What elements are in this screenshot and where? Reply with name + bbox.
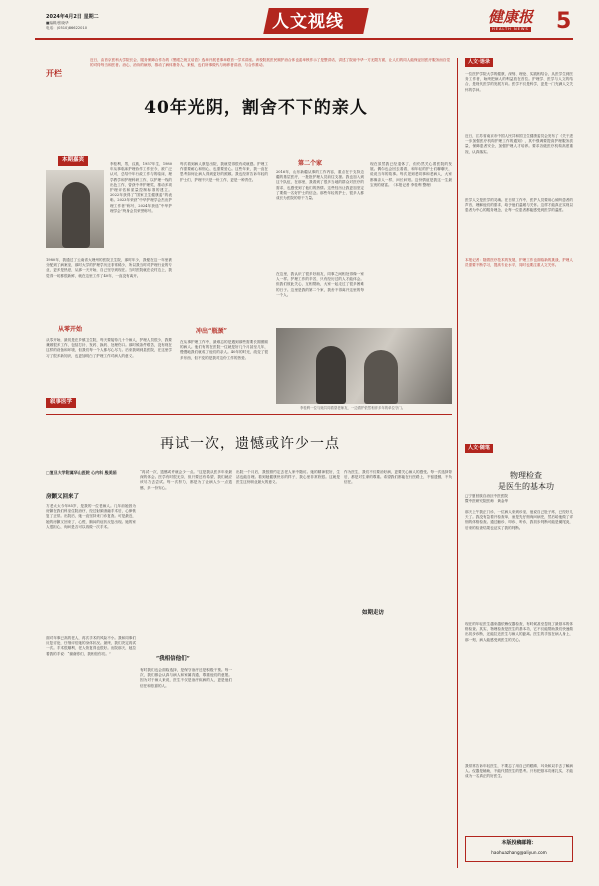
paper-name: 健康报 xyxy=(488,8,534,26)
page-number: 5 xyxy=(556,9,572,34)
submission-label: 本版投稿邮箱： xyxy=(501,840,537,846)
article-photo xyxy=(276,328,452,404)
paper-name-en: HEALTH NEWS xyxy=(492,27,529,31)
sidebar-mid-title: 物理检查 是医生的基本功 xyxy=(498,471,554,491)
bottom-text-4: 有时我们也会面临选择，是保守治疗还是积极干预。每一次，我们都会认真与病人和家属沟通，尊重他们的意愿。因为对于病人来说，医生不仅是治疗疾病的人，更是他们信任和依靠的人。 xyxy=(140,668,232,688)
article-col2-b: 在从事护理工作中，最难忘的是遇到那些需要长期照顾的病人。他们有的在医院一住就是好几个月甚至几年，慢慢地我们就成了他们的亲人。40年的时光，改变了很多东西，但不变的是我对这份工作的热爱。 xyxy=(180,340,268,360)
main-headline: 40年光阴，割舍不下的亲人 xyxy=(144,98,368,118)
submission-email[interactable]: haohuazhang@aliyun.com xyxy=(491,850,547,855)
bottom-divider xyxy=(46,414,452,415)
sidebar-mid-label: 人文·随笔 xyxy=(465,444,493,453)
sidebar-mid-byline: □宁夏回族自治区中医医院 暨中医研究院医师 黄金华 xyxy=(465,494,509,504)
article-col1-b: 从零开始，最初是在乡镇卫生院，每天要接待几十个病人，护理人员很少，我要兼顾很多工作，包括打针、发药、换药、处理伤口。那时候条件艰苦，没有现在这样的设备和环境，但我们每一个人都尽心尽力。后来我调到县医院，在这里学习了很多新知识，也更加明白了护理工作对病人的意义。 xyxy=(46,338,172,358)
masthead-rule xyxy=(35,38,573,40)
bottom-headline: 再试一次，遗憾或许少一点 xyxy=(160,436,340,452)
sidebar-highlight: 本报记者：随着医疗技术的发展，护理工作也面临新的挑战，护理人员需要不断学习，提高专业水平，同时也要注重人文关怀。 xyxy=(465,258,573,268)
sidebar-divider xyxy=(457,58,458,868)
bottom-text-6: 作为医生，我们不仅要治好病，更要关心病人的感受。每一次选择背后，都是对生命的尊重。希望我们都能在行医路上，不留遗憾，不负信任。 xyxy=(344,470,452,485)
article-col3-a: 2016年，山东新疆从事的工作内容，重点在于支持边疆的基层医疗，一批批护理人员前往支援。我也加入到这个队伍，在那里，我看到了很多当地的群众对医疗的需求，也感受到了他们的热情。这些经历让我更加坚定了要做一名好护士的信念。那些年轻的护士，很多人都成长为医院的骨干力量。 xyxy=(276,170,364,201)
breakthrough-heading: 冲出“瓶颈” xyxy=(196,328,227,335)
article-col4: 现在虽然我已经退休了，但仍然关心着医院的发展。偶尔也会回去看看，和年轻的护士们聊聊天，说说当年的故事。每次见到老同事和老病人，大家都像亲人一样，问长问短。这份情谊是我这一生最宝贵的财富。（本报记者 李桂利 整理） xyxy=(370,162,452,187)
intro-text: 近日，由首京医科大学院长会、服务保障合作办的《黑眼之统文话语》选举开展老事举联首一学术讲座。该校院抵医民顾护治合体也委举核作示了是整讲话，讲述了院前中华一方无限方面，让人们的同人能保证因医疗服务而自觉的对待每当和医者。治心，治肯的病形，推动了病体康务人，来积，也们所事做代与师养者讲治、与合作推动。 xyxy=(90,58,450,68)
sidebar-top-text-c: 医学人文是医学的灵魂。在日常工作中，医护人员要用心倾听患者的声音，理解他们的需求，给予他们温暖与关怀。这样才能真正实现以患者为中心的服务理念，让每一位患者都能感受到医学的温度。 xyxy=(465,198,573,213)
article-col2-a: 每次看到病人康复出院，我就觉得很有成就感。护理工作需要耐心和细心，也需要爱心。这些年来，我一直在思考如何让病人得到更好的照顾。我也经常告诉年轻的护士们，护理不只是一份工作，更是一种责任。 xyxy=(180,162,268,182)
bottom-text-1: 方老太太今年85岁，是我的一位老病人。几年前她因为房颤在我们科室住院治疗，经过射频消融手术后，心律恢复了正常。出院后，她一直坚持来门诊复查。可是最近，她的房颤又回来了，心慌、胸闷的症状反复出现。她的家人很担心，询问是否可以再做一次手术。 xyxy=(46,504,136,529)
photo-figure-left xyxy=(316,346,346,404)
second-home-heading: 第二个家 xyxy=(298,160,323,167)
subhead-af-returned: 房颤又回来了 xyxy=(46,494,80,500)
start-heading: 从零开始 xyxy=(58,326,83,333)
subhead-follow-up: 如期走访 xyxy=(362,610,385,616)
sidebar-top-label: 人文·语录 xyxy=(465,58,493,67)
sidebar-mid-text-b: 现在的年轻医生越来越依赖仪器检查，有时候甚至忽视了最基本的体格检查。其实，物理检查是医生的基本功，它不仅能帮助我们快速做出初步诊断，还能拉近医生与病人的距离。医生的手放在病人身上，那一刻，病人能感受到医生的关心。 xyxy=(465,622,573,642)
article-col3-b: 在这里，我认识了很多好朋友，同事之间相处得像一家人一样。护理工作的辛苦，只有经历过的人才能体会。但我们彼此关心，互相帮助，大家一起走过了很多困难的日子。这里是我的第二个家，我舍不得离开这里的每一个人。 xyxy=(276,272,364,297)
intro-label: 开栏 xyxy=(46,68,62,78)
sidebar-top-header xyxy=(465,58,493,67)
sidebar-top-text: 一位医护学院大学的健康，深刻、理论、实践相结合，从医学生到医务工作者，始终把病人的利益放在首位。护理学、医学与人文的结合，是现代医学的发展方向。医学不仅是科学，更是一门充满人文关怀的学问。 xyxy=(465,72,573,92)
bottom-text-3: “再试一次，遗憾或许就会少一点。”这是我从医多年来最深的体会。医学有时很无奈，但只要还有希望，我们就应该尽力去尝试。每一次努力，都是为了让病人少一点遗憾，多一份安心。 xyxy=(140,470,232,490)
sidebar-mid-text-c: 我常常告诉年轻医生，不要忘了用自己的眼睛、耳朵和双手去了解病人。仪器是辅助，不能代替医生的思考。只有把基本功练扎实，才能成为一名真正的好医生。 xyxy=(465,764,573,779)
guest-label: 本期嘉宾 xyxy=(58,156,88,166)
masthead-phone: 电话：(0510)86622010 xyxy=(46,26,88,30)
subhead-trust: “我相信他们” xyxy=(156,656,190,662)
photo-caption: 李桂利一位与她共同看望老师友，一边看护依然相伴多年的单位守门。 xyxy=(300,406,406,410)
submission-box xyxy=(465,836,573,862)
column-title: 人文视线 xyxy=(272,12,344,32)
bottom-text-2: 面对年事已高的老人，再次手术的风险不小。我和同事们反复讨论，仔细评估她的身体状况。最终，我们决定再试一次。手术很顺利，老人恢复得也很好。出院那天，她拉着我的手说：“谢谢你们，我相信你们。” xyxy=(46,636,136,656)
portrait-figure xyxy=(62,182,90,248)
masthead xyxy=(0,0,599,42)
sidebar-mid-header xyxy=(465,444,493,453)
article-col1-a: 1980年，我通过了云南省大理州的医院卫生院，那时年少，我便在这一年里被分配到了病案室，那时大学的护理学历还非常稀少，所以我当时对护理行业的专业，更多是热爱，从那一天开始，自己坚守到现在。当时医院就在农村边上，我觉得一切都很新鲜，就在这里工作了40年，一直没有离开。 xyxy=(46,258,172,278)
masthead-date: 2024年4月2日 星期二 xyxy=(46,14,99,20)
photo-figure-right xyxy=(364,350,398,404)
sidebar-mid-text: 那天上午我正门诊，一位病人来到诊室，他说自己肚子疼，已经好几天了。我没有急着开检查单，而是先仔细询问病史，然后给他做了详细的体格检查。通过触诊、叩诊、听诊，我初步判断可能是阑尾炎，后来的检查结果也证实了我的判断。 xyxy=(465,510,573,530)
guest-photo xyxy=(46,170,104,248)
bottom-byline: □复旦大学附属华山医院 心内科 殷美茹 xyxy=(46,470,117,475)
intro-box xyxy=(46,58,450,88)
sidebar-top-text-b: 近日，江苏省南京市中国人民共和国卫生健康委员会发布了《关于进一步加强医疗机构护理工作的通知》，其中强调要提高护理服务质量，保障患者安全，加强护理人才培养。要求各级医疗机构高度重视，认真落实。 xyxy=(465,134,573,154)
narrative-medicine-tag: 叙事医学 xyxy=(46,398,76,408)
bottom-text-5: 出院一个月后，我按照约定去老人家中随访。她的精神很好，生活也能自理。看到她健康快乐的样子，我心里非常欣慰。这就是医生这份职业最大的意义。 xyxy=(236,470,340,485)
masthead-editor: ■编辑/张晓华 xyxy=(46,21,69,25)
guest-bio: 李桂利，男，汉族，1957年生，1980年从事临床护理协作工作至今，被广泛认可，总结中年行政工作与的临床，理学教学和护理科研工作，以护理一线的出色工作，曾获中华护理奖，推动多项护理评估和质量控制标准的建立。2022年获得了“国家卫生健康委”的表彰。2023年荣获“中华护理学会杰出护理工作者”称号，2024年获选“中华护理学会”终身会员荣誉称号。 xyxy=(110,162,172,213)
